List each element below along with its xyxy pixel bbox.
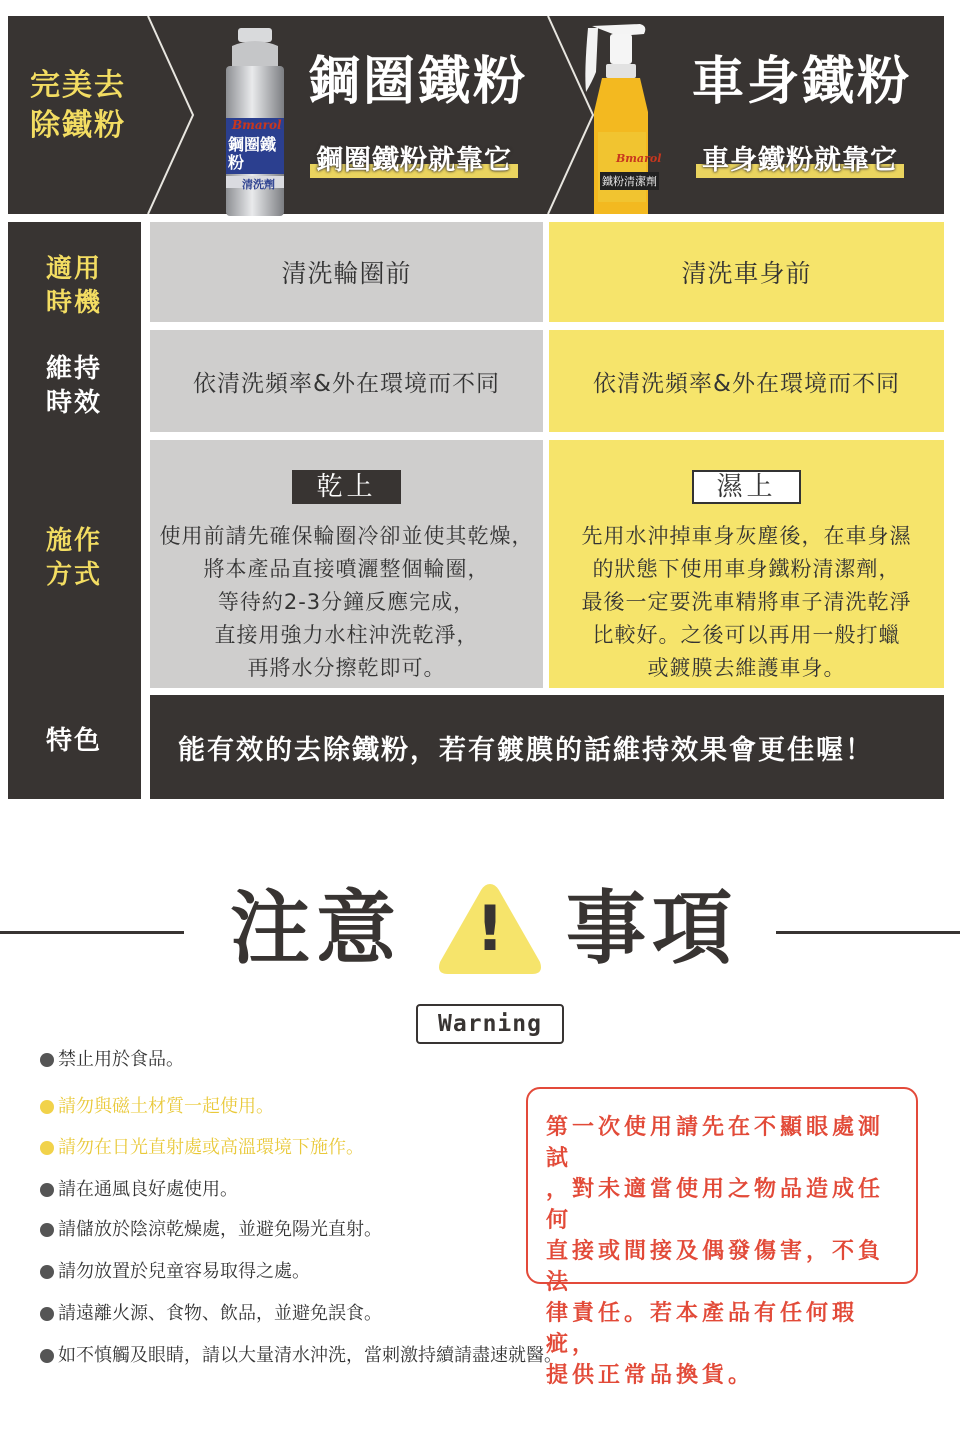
notice-title-right: 事項 <box>566 882 738 975</box>
feature-bar <box>150 695 944 799</box>
cell-timing-body <box>549 222 944 322</box>
note-item: 請勿在日光直射處或高溫環境下施作。 <box>40 1136 364 1160</box>
wet-badge: 濕上 <box>692 470 800 504</box>
header-label: 完美去 除鐵粉 <box>30 68 126 143</box>
note-item: 請遠離火源、食物、飲品，並避免誤食。 <box>40 1302 382 1326</box>
dry-badge: 乾上 <box>292 470 400 504</box>
product-header <box>8 16 944 214</box>
cell-method-wheel <box>150 440 543 688</box>
note-item: 請勿與磁土材質一起使用。 <box>40 1095 274 1119</box>
cell-method-body <box>549 440 944 688</box>
feature-text: 能有效的去除鐵粉，若有鍍膜的話維持效果會更佳喔！ <box>178 734 874 766</box>
product2-title: 車身鐵粉 <box>692 52 913 112</box>
row-label-duration: 維持 時效 <box>46 354 103 418</box>
header-chevrons <box>8 16 944 214</box>
warning-badge: Warning <box>416 1004 564 1044</box>
disclaimer-text: 第一次使用請先在不顯眼處測試 ，對未適當使用之物品造成任何 直接或間接及偶發傷害，不負法 律責任。若本產品有任何瑕疵， 提供正常品換貨。 <box>546 1115 885 1388</box>
cell-text: 依清洗頻率&外在環境而不同 <box>593 370 900 397</box>
notice-title-left: 注意 <box>230 882 402 975</box>
cell-duration-body <box>549 330 944 432</box>
row-label-timing: 適用 時機 <box>46 254 103 318</box>
cell-text: 依清洗頻率&外在環境而不同 <box>193 370 500 397</box>
cell-text: 清洗車身前 <box>681 259 812 288</box>
cell-text: 清洗輪圈前 <box>281 259 412 288</box>
method-wheel-text: 使用前請先確保輪圈冷卻並使其乾燥， 將本產品直接噴灑整個輪圈， 等待約2-3分鐘反應完成， 直接用強力水柱沖洗乾淨， 再將水分擦乾即可。 <box>159 524 534 680</box>
cell-timing-wheel <box>150 222 543 322</box>
note-item: 如不慎觸及眼睛，請以大量清水沖洗，當刺激持續請盡速就醫。 <box>40 1344 562 1368</box>
product1-tagline: 鋼圈鐵粉就靠它 <box>310 142 518 180</box>
cell-duration-wheel <box>150 330 543 432</box>
wheel-cleaner-can-image <box>220 26 290 216</box>
note-item: 請儲放於陰涼乾燥處，並避免陽光直射。 <box>40 1218 382 1242</box>
row-label-method: 施作 方式 <box>46 526 103 590</box>
can-label: 鋼圈鐵粉 <box>228 135 277 172</box>
note-item: 禁止用於食品。 <box>40 1048 184 1072</box>
can-brand: Bmarol <box>232 118 282 132</box>
divider-right <box>776 931 960 934</box>
method-body-text: 先用水沖掉車身灰塵後，在車身濕 的狀態下使用車身鐵粉清潔劑， 最後一定要洗車精將車子清洗乾淨 比較好。之後可以再用一般打蠟 或鍍膜去維護車身。 <box>581 524 912 680</box>
divider-left <box>0 931 184 934</box>
product2-tagline: 車身鐵粉就靠它 <box>696 142 904 180</box>
row-label-feature: 特色 <box>46 726 103 756</box>
warning-triangle-icon: ! <box>436 876 544 978</box>
bottle-label: 鐵粉清潔劑 <box>600 172 659 190</box>
can-sublabel: 清洗劑 <box>242 178 275 191</box>
note-item: 請勿放置於兒童容易取得之處。 <box>40 1260 310 1284</box>
bottle-brand: Bmarol <box>616 152 662 165</box>
note-item: 請在通風良好處使用。 <box>40 1178 238 1202</box>
body-cleaner-bottle-image <box>582 22 662 216</box>
product1-title: 鋼圈鐵粉 <box>308 52 529 112</box>
